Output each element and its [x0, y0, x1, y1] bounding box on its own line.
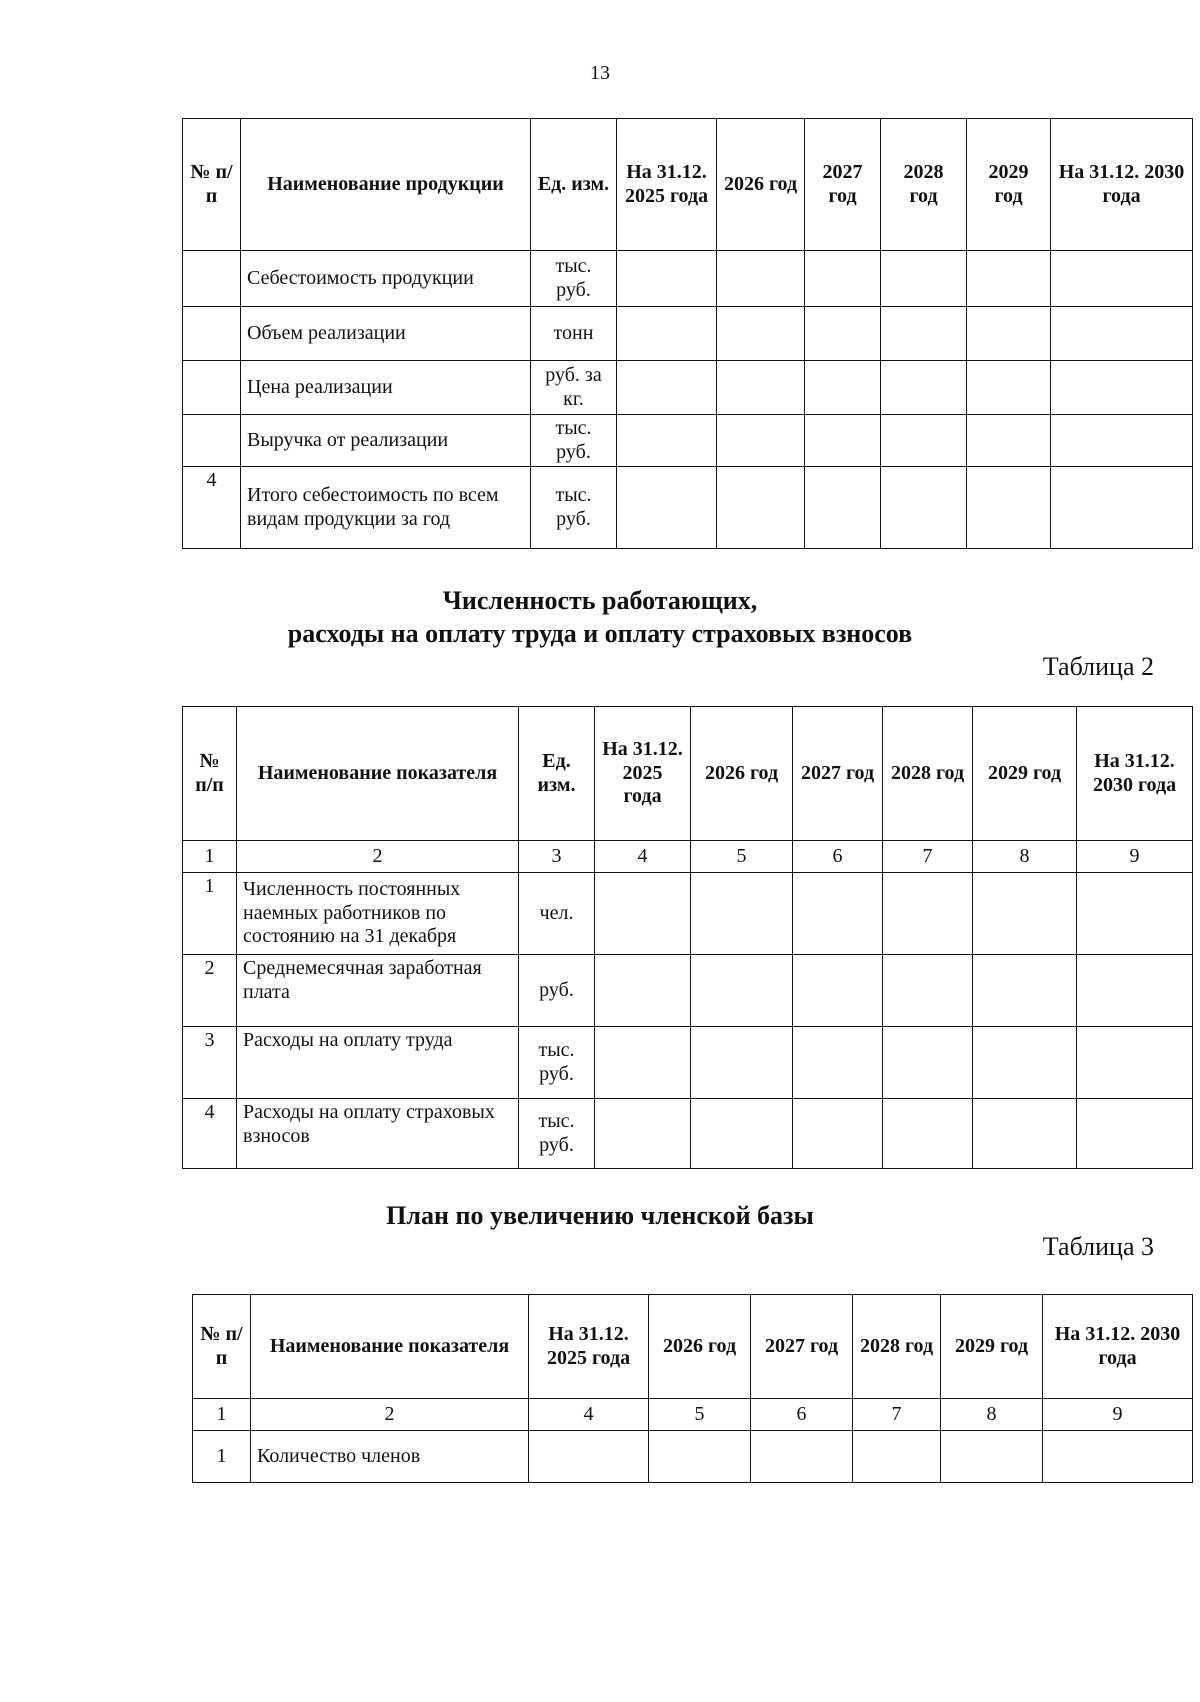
row-name: Итого себестоимость по всем видам продукции за год: [241, 467, 531, 549]
row-name: Объем реализации: [241, 307, 531, 361]
row-unit: руб.: [519, 955, 595, 1027]
column-number: 8: [973, 841, 1077, 873]
table-products: [182, 118, 1193, 549]
column-number: 6: [751, 1399, 853, 1431]
row-num: [183, 307, 241, 361]
table-staff: [182, 706, 1193, 1169]
table-header-row: [193, 1295, 1193, 1399]
row-num: [183, 251, 241, 307]
column-number: 5: [649, 1399, 751, 1431]
header-name: Наименование продукции: [241, 119, 531, 251]
header-name: Наименование показателя: [251, 1295, 529, 1399]
value-cell: [617, 415, 717, 467]
header-2029: 2029 год: [941, 1295, 1043, 1399]
value-cell: [881, 361, 967, 415]
header-unit: Ед. изм.: [531, 119, 617, 251]
value-cell: [595, 1027, 691, 1099]
header-num: № п/п: [193, 1295, 251, 1399]
value-cell: [853, 1431, 941, 1483]
row-name: Расходы на оплату труда: [237, 1027, 519, 1099]
value-cell: [595, 955, 691, 1027]
row-unit: чел.: [519, 873, 595, 955]
value-cell: [793, 1099, 883, 1169]
header-num: № п/п: [183, 119, 241, 251]
value-cell: [717, 307, 805, 361]
value-cell: [805, 415, 881, 467]
row-name: Цена реализации: [241, 361, 531, 415]
header-2030: На 31.12. 2030 года: [1051, 119, 1193, 251]
header-2028: 2028 год: [853, 1295, 941, 1399]
column-number: 6: [793, 841, 883, 873]
value-cell: [881, 251, 967, 307]
value-cell: [717, 467, 805, 549]
row-unit: тонн: [531, 307, 617, 361]
value-cell: [883, 1027, 973, 1099]
header-2027: 2027 год: [793, 707, 883, 841]
value-cell: [617, 467, 717, 549]
value-cell: [1051, 415, 1193, 467]
table-row: [183, 415, 1193, 467]
row-num: 4: [183, 467, 241, 549]
table-label: Таблица 3: [1042, 1232, 1154, 1261]
value-cell: [967, 361, 1051, 415]
value-cell: [805, 251, 881, 307]
value-cell: [1043, 1431, 1193, 1483]
page-number: 13: [590, 62, 610, 84]
header-2030: На 31.12. 2030 года: [1077, 707, 1193, 841]
table-row: [183, 955, 1193, 1027]
value-cell: [717, 415, 805, 467]
table-row: [193, 1431, 1193, 1483]
column-number: 1: [183, 841, 237, 873]
value-cell: [1077, 873, 1193, 955]
value-cell: [649, 1431, 751, 1483]
header-2025: На 31.12. 2025 года: [617, 119, 717, 251]
value-cell: [793, 873, 883, 955]
header-2027: 2027 год: [805, 119, 881, 251]
row-unit: тыс. руб.: [519, 1027, 595, 1099]
value-cell: [805, 361, 881, 415]
table-row: [183, 1027, 1193, 1099]
value-cell: [883, 873, 973, 955]
column-number-row: [183, 841, 1193, 873]
column-number: 9: [1043, 1399, 1193, 1431]
column-number: 7: [883, 841, 973, 873]
value-cell: [967, 307, 1051, 361]
table-row: [183, 307, 1193, 361]
value-cell: [973, 873, 1077, 955]
value-cell: [617, 307, 717, 361]
header-2030: На 31.12. 2030 года: [1043, 1295, 1193, 1399]
row-unit: тыс. руб.: [531, 415, 617, 467]
column-number-row: [193, 1399, 1193, 1431]
value-cell: [1077, 955, 1193, 1027]
value-cell: [1077, 1099, 1193, 1169]
header-2028: 2028 год: [881, 119, 967, 251]
value-cell: [1077, 1027, 1193, 1099]
value-cell: [1051, 467, 1193, 549]
header-2025: На 31.12. 2025 года: [529, 1295, 649, 1399]
value-cell: [805, 467, 881, 549]
table-row: [183, 467, 1193, 549]
value-cell: [691, 955, 793, 1027]
value-cell: [883, 1099, 973, 1169]
value-cell: [973, 1099, 1077, 1169]
row-name: Среднемесячная заработная плата: [237, 955, 519, 1027]
column-number: 7: [853, 1399, 941, 1431]
value-cell: [617, 361, 717, 415]
value-cell: [881, 415, 967, 467]
header-2029: 2029 год: [967, 119, 1051, 251]
value-cell: [967, 415, 1051, 467]
column-number: 5: [691, 841, 793, 873]
column-number: 1: [193, 1399, 251, 1431]
row-unit: тыс. руб.: [519, 1099, 595, 1169]
header-2026: 2026 год: [717, 119, 805, 251]
value-cell: [881, 307, 967, 361]
section-title-line2: расходы на оплату труда и оплату страховых взносов: [287, 618, 913, 648]
row-name: Расходы на оплату страховых взносов: [237, 1099, 519, 1169]
table-label: Таблица 2: [1042, 652, 1154, 681]
row-num: [183, 415, 241, 467]
header-2026: 2026 год: [649, 1295, 751, 1399]
column-number: 2: [237, 841, 519, 873]
row-num: [183, 361, 241, 415]
value-cell: [973, 955, 1077, 1027]
row-num: 1: [193, 1431, 251, 1483]
column-number: 3: [519, 841, 595, 873]
section-title-line1: Численность работающих,: [442, 586, 758, 615]
table-row: [183, 873, 1193, 955]
value-cell: [529, 1431, 649, 1483]
row-num: 1: [183, 873, 237, 955]
row-num: 4: [183, 1099, 237, 1169]
header-num: № п/п: [183, 707, 237, 841]
value-cell: [751, 1431, 853, 1483]
row-num: 2: [183, 955, 237, 1027]
value-cell: [1051, 307, 1193, 361]
value-cell: [717, 361, 805, 415]
header-2027: 2027 год: [751, 1295, 853, 1399]
table-row: [183, 251, 1193, 307]
table-row: [183, 361, 1193, 415]
header-2028: 2028 год: [883, 707, 973, 841]
row-unit: тыс. руб.: [531, 467, 617, 549]
value-cell: [617, 251, 717, 307]
value-cell: [973, 1027, 1077, 1099]
row-name: Себестоимость продукции: [241, 251, 531, 307]
row-unit: руб. за кг.: [531, 361, 617, 415]
row-name: Количество членов: [251, 1431, 529, 1483]
value-cell: [793, 955, 883, 1027]
row-num: 3: [183, 1027, 237, 1099]
value-cell: [1051, 361, 1193, 415]
value-cell: [805, 307, 881, 361]
column-number: 4: [529, 1399, 649, 1431]
column-number: 2: [251, 1399, 529, 1431]
value-cell: [967, 251, 1051, 307]
table-row: [183, 1099, 1193, 1169]
value-cell: [595, 873, 691, 955]
value-cell: [691, 873, 793, 955]
table-header-row: [183, 119, 1193, 251]
column-number: 4: [595, 841, 691, 873]
header-2026: 2026 год: [691, 707, 793, 841]
value-cell: [967, 467, 1051, 549]
header-name: Наименование показателя: [237, 707, 519, 841]
value-cell: [793, 1027, 883, 1099]
column-number: 8: [941, 1399, 1043, 1431]
value-cell: [717, 251, 805, 307]
section-title-members: План по увеличению членской базы: [386, 1201, 814, 1230]
column-number: 9: [1077, 841, 1193, 873]
header-2029: 2029 год: [973, 707, 1077, 841]
section-title-staff: [0, 585, 1200, 650]
value-cell: [883, 955, 973, 1027]
value-cell: [691, 1027, 793, 1099]
row-unit: тыс. руб.: [531, 251, 617, 307]
value-cell: [691, 1099, 793, 1169]
value-cell: [595, 1099, 691, 1169]
header-2025: На 31.12. 2025 года: [595, 707, 691, 841]
row-name: Численность постоянных наемных работников по состоянию на 31 декабря: [237, 873, 519, 955]
value-cell: [1051, 251, 1193, 307]
header-unit: Ед. изм.: [519, 707, 595, 841]
row-name: Выручка от реализации: [241, 415, 531, 467]
value-cell: [941, 1431, 1043, 1483]
table-members: [192, 1294, 1193, 1483]
value-cell: [881, 467, 967, 549]
table-header-row: [183, 707, 1193, 841]
